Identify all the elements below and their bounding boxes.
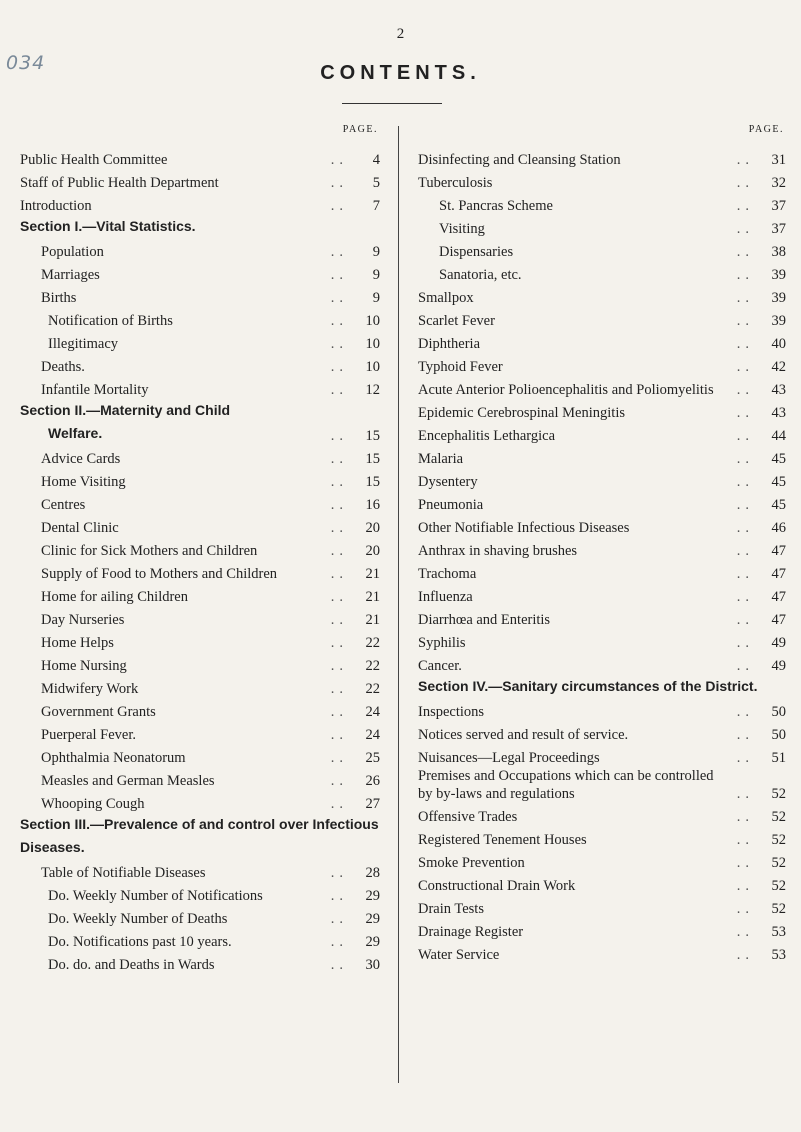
contents-entry <box>20 583 380 606</box>
entry-page-number: 47 <box>771 612 786 628</box>
contents-entry <box>418 399 786 422</box>
contents-entry <box>418 872 786 895</box>
entry-page-number: 43 <box>771 382 786 398</box>
contents-entry <box>418 238 786 261</box>
entry-title: Epidemic Cerebrospinal Meningitis <box>418 405 625 421</box>
contents-entry <box>20 905 380 928</box>
entry-page-number: 47 <box>771 589 786 605</box>
contents-entry <box>20 284 380 307</box>
contents-entry <box>20 882 380 905</box>
leader-dots: .. <box>330 888 348 904</box>
entry-title: Ophthalmia Neonatorum <box>41 750 186 766</box>
leader-dots: .. <box>736 313 754 329</box>
leader-dots: .. <box>330 520 348 536</box>
entry-page-number: 51 <box>771 750 786 766</box>
entry-page-number: 15 <box>365 474 380 490</box>
entry-page-number: 49 <box>771 635 786 651</box>
leader-dots: .. <box>330 359 348 375</box>
leader-dots: .. <box>736 947 754 963</box>
entry-page-number: 49 <box>771 658 786 674</box>
contents-entry <box>20 307 380 330</box>
entry-page-number: 46 <box>771 520 786 536</box>
contents-entry <box>20 192 380 215</box>
entry-page-number: 47 <box>771 566 786 582</box>
entry-page-number: 45 <box>771 474 786 490</box>
entry-title: Tuberculosis <box>418 175 493 191</box>
leader-dots: .. <box>330 313 348 329</box>
leader-dots: .. <box>330 635 348 651</box>
entry-page-number: 20 <box>365 520 380 536</box>
entry-title: Notification of Births <box>48 313 173 329</box>
entry-title: Introduction <box>20 198 92 214</box>
column-divider <box>398 126 399 1083</box>
leader-dots: .. <box>736 924 754 940</box>
entry-page-number: 21 <box>365 612 380 628</box>
entry-page-number: 15 <box>365 451 380 467</box>
leader-dots: .. <box>736 832 754 848</box>
contents-entry <box>20 767 380 790</box>
leader-dots: .. <box>736 382 754 398</box>
entry-title: Public Health Committee <box>20 152 168 168</box>
page-number: 2 <box>396 26 405 42</box>
contents-entry <box>418 353 786 376</box>
contents-entry <box>20 330 380 353</box>
entry-page-number: 9 <box>372 244 380 260</box>
entry-title: Home Nursing <box>41 658 127 674</box>
section-heading: Section II.—Maternity and Child <box>20 402 231 418</box>
handwritten-annotation: 034 <box>6 52 46 74</box>
entry-page-number: 39 <box>771 267 786 283</box>
contents-right-column <box>418 120 786 964</box>
contents-entry <box>20 698 380 721</box>
contents-entry <box>418 330 786 353</box>
entry-title: Water Service <box>418 947 500 963</box>
section-heading: Section IV.—Sanitary circumstances of the District. <box>418 678 758 694</box>
entry-page-number: 16 <box>365 497 380 513</box>
entry-page-number: 52 <box>771 832 786 848</box>
entry-title: Clinic for Sick Mothers and Children <box>41 543 258 559</box>
leader-dots: .. <box>736 244 754 260</box>
leader-dots: .. <box>330 773 348 789</box>
contents-entry <box>20 146 380 169</box>
entry-title: Premises and Occupations which can be controlled by by-laws and regulations <box>418 768 714 802</box>
page-column-header: PAGE. <box>748 124 784 135</box>
leader-dots: .. <box>330 198 348 214</box>
entry-page-number: 53 <box>771 924 786 940</box>
leader-dots: .. <box>736 855 754 871</box>
entry-title: Nuisances—Legal Proceedings <box>418 750 600 766</box>
leader-dots: .. <box>736 658 754 674</box>
leader-dots: .. <box>736 566 754 582</box>
entry-title: Midwifery Work <box>41 681 139 697</box>
leader-dots: .. <box>736 451 754 467</box>
contents-entry <box>20 652 380 675</box>
entry-page-number: 44 <box>771 428 786 444</box>
contents-entry <box>20 445 380 468</box>
entry-title: Table of Notifiable Diseases <box>41 865 206 881</box>
leader-dots: .. <box>736 750 754 766</box>
contents-entry <box>418 376 786 399</box>
entry-page-number: 24 <box>365 727 380 743</box>
contents-entry <box>20 422 380 445</box>
contents-entry <box>418 261 786 284</box>
entry-title: Scarlet Fever <box>418 313 495 329</box>
contents-entry <box>418 652 786 675</box>
entry-page-number: 47 <box>771 543 786 559</box>
entry-title: Drain Tests <box>418 901 484 917</box>
entry-title: Staff of Public Health Department <box>20 175 219 191</box>
contents-entry <box>20 261 380 284</box>
leader-dots: .. <box>330 290 348 306</box>
contents-entry <box>20 238 380 261</box>
leader-dots: .. <box>736 267 754 283</box>
entry-title: Do. Notifications past 10 years. <box>48 934 232 950</box>
entry-page-number: 10 <box>365 359 380 375</box>
entry-page-number: 24 <box>365 704 380 720</box>
contents-entry <box>418 849 786 872</box>
contents-entry <box>20 675 380 698</box>
leader-dots: .. <box>330 566 348 582</box>
entry-page-number: 52 <box>771 878 786 894</box>
leader-dots: .. <box>736 359 754 375</box>
leader-dots: .. <box>736 198 754 214</box>
entry-title: Registered Tenement Houses <box>418 832 587 848</box>
entry-title: Acute Anterior Polioencephalitis and Poliomyelitis <box>418 382 714 398</box>
entry-title: Day Nurseries <box>41 612 125 628</box>
contents-entry <box>20 514 380 537</box>
entry-title: Pneumonia <box>418 497 484 513</box>
entry-title: Puerperal Fever. <box>41 727 137 743</box>
entry-page-number: 20 <box>365 543 380 559</box>
leader-dots: .. <box>330 934 348 950</box>
leader-dots: .. <box>330 244 348 260</box>
leader-dots: .. <box>330 336 348 352</box>
entry-page-number: 52 <box>771 809 786 825</box>
right-entry-list <box>418 146 786 964</box>
leader-dots: .. <box>736 520 754 536</box>
entry-title: Welfare. <box>48 425 103 441</box>
contents-entry <box>20 353 380 376</box>
section-heading: Section I.—Vital Statistics. <box>20 218 196 234</box>
contents-entry <box>20 537 380 560</box>
contents-entry <box>418 698 786 721</box>
entry-page-number: 21 <box>365 589 380 605</box>
entry-page-number: 45 <box>771 451 786 467</box>
entry-page-number: 12 <box>365 382 380 398</box>
entry-title: Whooping Cough <box>41 796 145 812</box>
contents-entry <box>418 307 786 330</box>
section-heading: Section III.—Prevalence of and control over Infectious Diseases. <box>20 816 379 855</box>
contents-entry <box>418 941 786 964</box>
entry-page-number: 21 <box>365 566 380 582</box>
entry-page-number: 10 <box>365 313 380 329</box>
contents-left-column <box>20 120 380 974</box>
contents-entry <box>418 583 786 606</box>
leader-dots: .. <box>330 658 348 674</box>
entry-title: Do. Weekly Number of Deaths <box>48 911 228 927</box>
contents-entry <box>20 629 380 652</box>
leader-dots: .. <box>330 175 348 191</box>
entry-page-number: 39 <box>771 290 786 306</box>
leader-dots: .. <box>330 497 348 513</box>
entry-title: Anthrax in shaving brushes <box>418 543 578 559</box>
leader-dots: .. <box>736 428 754 444</box>
contents-entry <box>418 468 786 491</box>
leader-dots: .. <box>736 589 754 605</box>
contents-entry <box>418 445 786 468</box>
leader-dots: .. <box>736 878 754 894</box>
page-column-header: PAGE. <box>342 124 378 135</box>
entry-page-number: 50 <box>771 727 786 743</box>
title-rule <box>342 103 442 104</box>
contents-entry <box>20 491 380 514</box>
leader-dots: .. <box>330 865 348 881</box>
leader-dots: .. <box>330 681 348 697</box>
leader-dots: .. <box>736 474 754 490</box>
entry-page-number: 9 <box>372 267 380 283</box>
leader-dots: .. <box>736 901 754 917</box>
entry-title: St. Pancras Scheme <box>439 198 553 214</box>
leader-dots: .. <box>330 474 348 490</box>
leader-dots: .. <box>736 809 754 825</box>
entry-page-number: 42 <box>771 359 786 375</box>
contents-entry <box>418 606 786 629</box>
entry-page-number: 29 <box>365 911 380 927</box>
entry-title: Typhoid Fever <box>418 359 503 375</box>
leader-dots: .. <box>330 612 348 628</box>
entry-title: Encephalitis Lethargica <box>418 428 556 444</box>
entry-title: Marriages <box>41 267 100 283</box>
entry-page-number: 38 <box>771 244 786 260</box>
entry-title: Home for ailing Children <box>41 589 188 605</box>
entry-title: Malaria <box>418 451 464 467</box>
entry-title: Do. do. and Deaths in Wards <box>48 957 215 973</box>
contents-entry <box>418 537 786 560</box>
entry-title: Influenza <box>418 589 473 605</box>
entry-page-number: 52 <box>771 786 786 802</box>
contents-entry <box>418 169 786 192</box>
entry-page-number: 31 <box>771 152 786 168</box>
leader-dots: .. <box>736 336 754 352</box>
entry-page-number: 40 <box>771 336 786 352</box>
contents-entry <box>418 744 786 767</box>
entry-page-number: 22 <box>365 658 380 674</box>
entry-title: Measles and German Measles <box>41 773 215 789</box>
entry-page-number: 15 <box>365 428 380 444</box>
leader-dots: .. <box>330 957 348 973</box>
leader-dots: .. <box>330 727 348 743</box>
contents-entry <box>418 826 786 849</box>
leader-dots: .. <box>330 704 348 720</box>
contents-entry <box>418 146 786 169</box>
entry-page-number: 29 <box>365 934 380 950</box>
entry-title: Births <box>41 290 77 306</box>
entry-title: Drainage Register <box>418 924 524 940</box>
entry-page-number: 45 <box>771 497 786 513</box>
entry-title: Notices served and result of service. <box>418 727 629 743</box>
entry-title: Government Grants <box>41 704 156 720</box>
contents-entry <box>418 491 786 514</box>
entry-title: Smallpox <box>418 290 474 306</box>
leader-dots: .. <box>736 612 754 628</box>
leader-dots: .. <box>736 635 754 651</box>
page-title: CONTENTS. <box>320 62 481 84</box>
entry-title: Dental Clinic <box>41 520 119 536</box>
leader-dots: .. <box>736 175 754 191</box>
leader-dots: .. <box>736 727 754 743</box>
entry-page-number: 9 <box>372 290 380 306</box>
leader-dots: .. <box>330 267 348 283</box>
entry-title: Sanatoria, etc. <box>439 267 522 283</box>
leader-dots: .. <box>736 786 754 802</box>
entry-page-number: 10 <box>365 336 380 352</box>
leader-dots: .. <box>330 911 348 927</box>
entry-title: Offensive Trades <box>418 809 518 825</box>
entry-page-number: 52 <box>771 855 786 871</box>
entry-title: Home Helps <box>41 635 114 651</box>
entry-page-number: 50 <box>771 704 786 720</box>
leader-dots: .. <box>736 497 754 513</box>
contents-entry <box>418 803 786 826</box>
contents-entry <box>20 859 380 882</box>
contents-entry <box>418 192 786 215</box>
leader-dots: .. <box>330 750 348 766</box>
contents-entry <box>20 744 380 767</box>
contents-entry <box>20 928 380 951</box>
entry-page-number: 43 <box>771 405 786 421</box>
entry-page-number: 29 <box>365 888 380 904</box>
contents-entry <box>20 951 380 974</box>
entry-title: Home Visiting <box>41 474 126 490</box>
contents-entry <box>418 284 786 307</box>
entry-title: Visiting <box>439 221 485 237</box>
contents-entry <box>20 721 380 744</box>
entry-title: Smoke Prevention <box>418 855 525 871</box>
entry-title: Syphilis <box>418 635 466 651</box>
entry-page-number: 7 <box>372 198 380 214</box>
leader-dots: .. <box>330 428 348 444</box>
entry-title: Dispensaries <box>439 244 514 260</box>
contents-entry <box>418 629 786 652</box>
entry-title: Centres <box>41 497 86 513</box>
entry-title: Supply of Food to Mothers and Children <box>41 566 278 582</box>
entry-title: Advice Cards <box>41 451 121 467</box>
entry-title: Deaths. <box>41 359 85 375</box>
entry-page-number: 4 <box>372 152 380 168</box>
entry-page-number: 53 <box>771 947 786 963</box>
contents-entry <box>20 468 380 491</box>
leader-dots: .. <box>736 152 754 168</box>
leader-dots: .. <box>330 382 348 398</box>
contents-entry <box>418 918 786 941</box>
entry-page-number: 28 <box>365 865 380 881</box>
entry-page-number: 32 <box>771 175 786 191</box>
entry-page-number: 27 <box>365 796 380 812</box>
contents-entry <box>418 895 786 918</box>
leader-dots: .. <box>330 796 348 812</box>
contents-entry <box>20 560 380 583</box>
entry-title: Diphtheria <box>418 336 481 352</box>
entry-title: Do. Weekly Number of Notifications <box>48 888 263 904</box>
entry-title: Infantile Mortality <box>41 382 149 398</box>
entry-page-number: 37 <box>771 198 786 214</box>
entry-title: Other Notifiable Infectious Diseases <box>418 520 630 536</box>
contents-entry <box>418 514 786 537</box>
entry-title: Population <box>41 244 104 260</box>
entry-page-number: 5 <box>372 175 380 191</box>
leader-dots: .. <box>330 152 348 168</box>
leader-dots: .. <box>736 704 754 720</box>
leader-dots: .. <box>736 405 754 421</box>
entry-title: Disinfecting and Cleansing Station <box>418 152 621 168</box>
entry-title: Diarrhœa and Enteritis <box>418 612 551 628</box>
contents-entry <box>418 560 786 583</box>
leader-dots: .. <box>736 290 754 306</box>
leader-dots: .. <box>736 221 754 237</box>
entry-title: Dysentery <box>418 474 478 490</box>
contents-entry <box>20 790 380 813</box>
entry-title: Constructional Drain Work <box>418 878 576 894</box>
leader-dots: .. <box>736 543 754 559</box>
entry-page-number: 39 <box>771 313 786 329</box>
leader-dots: .. <box>330 589 348 605</box>
leader-dots: .. <box>330 543 348 559</box>
entry-page-number: 22 <box>365 681 380 697</box>
leader-dots: .. <box>330 451 348 467</box>
entry-title: Trachoma <box>418 566 477 582</box>
left-entry-list <box>20 146 380 974</box>
contents-entry <box>418 721 786 744</box>
entry-page-number: 25 <box>365 750 380 766</box>
entry-title: Illegitimacy <box>48 336 119 352</box>
contents-entry <box>20 376 380 399</box>
entry-title: Cancer. <box>418 658 462 674</box>
contents-entry <box>418 767 786 803</box>
contents-entry <box>418 422 786 445</box>
entry-page-number: 22 <box>365 635 380 651</box>
contents-entry <box>418 215 786 238</box>
entry-page-number: 30 <box>365 957 380 973</box>
contents-entry <box>20 606 380 629</box>
entry-page-number: 26 <box>365 773 380 789</box>
contents-entry <box>20 169 380 192</box>
entry-page-number: 52 <box>771 901 786 917</box>
entry-title: Inspections <box>418 704 485 720</box>
entry-page-number: 37 <box>771 221 786 237</box>
